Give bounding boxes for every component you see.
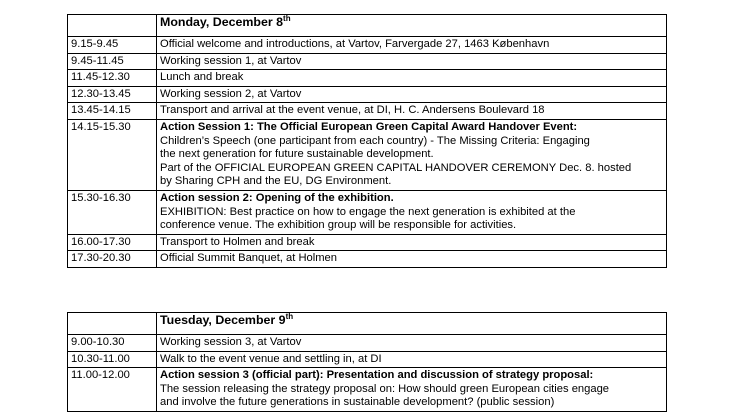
description-line: Official Summit Banquet, at Holmen [160, 252, 338, 265]
activity-description [157, 37, 667, 54]
schedule-row [68, 351, 667, 368]
schedule-row [68, 70, 667, 87]
day-title-text: Monday, December 8 [160, 15, 284, 29]
header-blank-cell [68, 313, 157, 335]
description-line: the next generation for future sustainable development. [160, 148, 434, 161]
day-title-ordinal: th [285, 311, 294, 321]
description-line: Working session 3, at Vartov [160, 336, 302, 348]
monday-schedule-table [67, 14, 667, 268]
description-line: and involve the future generations in sustainable development? (public session) [160, 396, 555, 409]
description-line: conference venue. The exhibition group will be responsible for activities. [160, 219, 517, 232]
activity-description [157, 70, 667, 87]
description-line: Part of the OFFICIAL EUROPEAN GREEN CAPITAL HANDOVER CEREMONY Dec. 8. hosted [160, 161, 632, 174]
activity-description [157, 351, 667, 368]
description-line: Walk to the event venue and settling in, at DI [160, 352, 382, 365]
schedule-row [68, 234, 667, 251]
schedule-row [68, 368, 667, 412]
schedule-row [68, 86, 667, 103]
description-line: Official welcome and introductions, at Vartov, Farvergade 27, 1463 København [160, 38, 550, 50]
tuesday-schedule-body [68, 313, 667, 412]
time-slot: 12.30-13.45 [68, 86, 157, 103]
schedule-row [68, 251, 667, 268]
activity-description [157, 190, 667, 234]
monday-schedule-body [68, 15, 667, 268]
description-line: EXHIBITION: Best practice on how to engage the next generation is exhibited at the [160, 205, 576, 218]
description-line: Transport and arrival at the event venue, at DI, H. C. Andersens Boulevard 18 [160, 104, 545, 117]
time-slot: 17.30-20.30 [68, 251, 157, 268]
activity-description [157, 368, 667, 412]
time-slot: 11.45-12.30 [68, 70, 157, 87]
time-slot: 16.00-17.30 [68, 234, 157, 251]
day-title [157, 313, 667, 335]
schedule-row [68, 190, 667, 234]
description-line: Working session 1, at Vartov [160, 54, 302, 67]
header-blank-cell [68, 15, 157, 37]
day-header-row [68, 313, 667, 335]
activity-description [157, 86, 667, 103]
activity-description [157, 103, 667, 120]
time-slot: 15.30-16.30 [68, 190, 157, 234]
tuesday-schedule-table [67, 312, 667, 412]
day-title-ordinal: th [283, 13, 291, 23]
schedule-row [68, 53, 667, 70]
schedule-row [68, 103, 667, 120]
session-title: Action session 2: Opening of the exhibition. [160, 191, 394, 204]
description-line: The session releasing the strategy proposal on: How should green European cities engage [160, 382, 610, 395]
time-slot: 11.00-12.00 [68, 368, 157, 412]
activity-description [157, 251, 667, 268]
activity-description [157, 234, 667, 251]
activity-description [157, 53, 667, 70]
description-line: Transport to Holmen and break [160, 235, 315, 248]
session-title: Action session 3 (official part): Presentation and discussion of strategy proposal: [160, 369, 594, 382]
activity-description [157, 119, 667, 190]
time-slot: 13.45-14.15 [68, 103, 157, 120]
day-title-text: Tuesday, December 9 [160, 313, 286, 327]
description-line: Working session 2, at Vartov [160, 87, 302, 100]
session-title: Action Session 1: The Official European Green Capital Award Handover Event: [160, 120, 578, 133]
schedule-row [68, 335, 667, 352]
time-slot: 14.15-15.30 [68, 119, 157, 190]
description-line: by Sharing CPH and the EU, DG Environment. [160, 175, 392, 188]
time-slot: 9.45-11.45 [68, 53, 157, 70]
time-slot: 10.30-11.00 [68, 351, 157, 368]
description-line: Children’s Speech (one participant from each country) - The Missing Criteria: Engaging [160, 134, 590, 147]
schedule-row [68, 119, 667, 190]
time-slot: 9.00-10.30 [68, 335, 157, 352]
day-title [157, 15, 667, 37]
time-slot: 9.15-9.45 [68, 37, 157, 54]
description-line: Lunch and break [160, 71, 244, 84]
schedule-row [68, 37, 667, 54]
day-header-row [68, 15, 667, 37]
activity-description [157, 335, 667, 352]
